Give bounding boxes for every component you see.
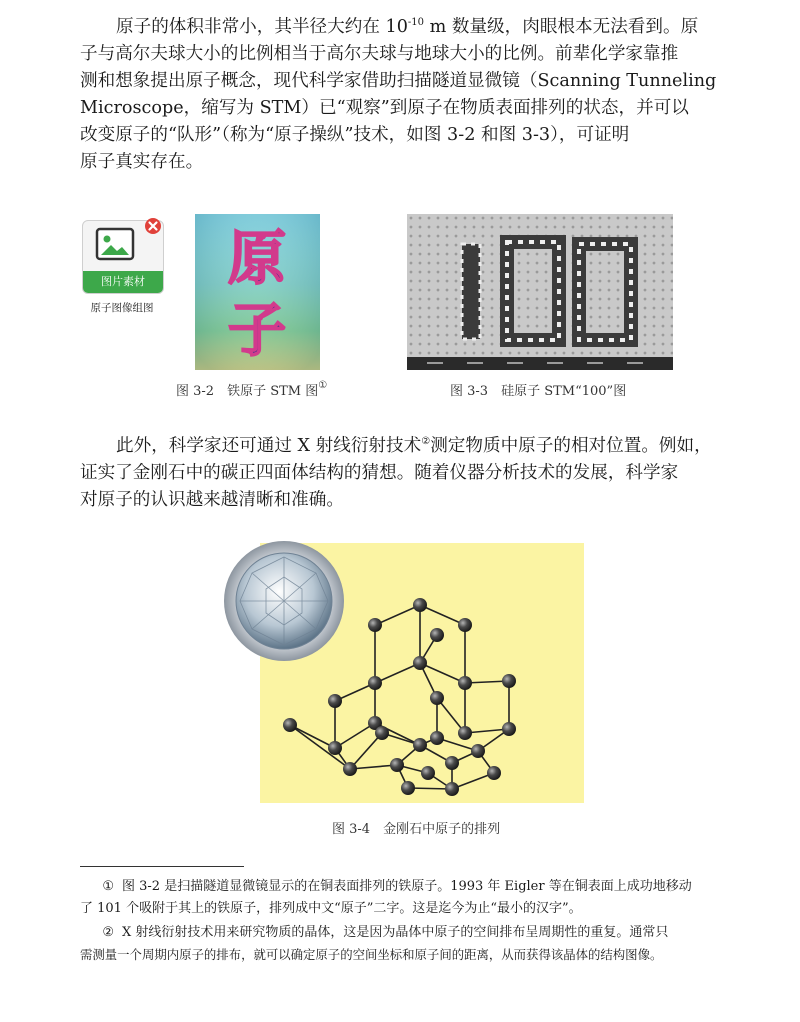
- intro-paragraph: [80, 14, 740, 176]
- paragraph-line: 证实了金刚石中的碳正四面体结构的猜想。随着仪器分析技术的发展，科学家: [80, 463, 679, 483]
- picture-material-name: 原子图像组图: [90, 302, 154, 314]
- figure-3-2-caption: 图 3-2 铁原子 STM 图①: [176, 380, 328, 399]
- paragraph-line: 改变原子的“队形”（称为“原子操纵”技术，如图 3-2 和图 3-3），可证明: [80, 125, 630, 145]
- paragraph-line: Microscope，缩写为 STM）已“观察”到原子在物质表面排列的状态，并可以: [80, 98, 689, 118]
- paragraph-line: 原子真实存在。: [80, 152, 204, 172]
- paragraph-line: 子与高尔夫球大小的比例相当于高尔夫球与地球大小的比例。前辈化学家靠推: [80, 44, 679, 64]
- figure-3-4-caption: 图 3-4 金刚石中原子的排列: [332, 822, 501, 837]
- footnote-line: ② X 射线衍射技术用来研究物质的晶体，这是因为晶体中原子的空间排布呈周期性的重复。通常只: [80, 922, 740, 944]
- picture-material-label: 图片素材: [83, 271, 163, 293]
- footnote-line: 需测量一个周期内原子的排布，就可以确定原子的空间坐标和原子间的距离，从而获得该晶体的结构图像。: [80, 947, 663, 962]
- footnote-2: [80, 922, 740, 966]
- silicon-atom-stm-image: [407, 214, 673, 370]
- xray-paragraph: [80, 433, 740, 514]
- paragraph-line: 测和想象提出原子概念，现代科学家借助扫描隧道显微镜（Scanning Tunneling: [80, 71, 717, 91]
- iron-atom-stm-image: [195, 214, 320, 370]
- footnote-line: 了 101 个吸附于其上的铁原子，排列成中文“原子”二字。这是迄今为止“最小的汉字”。: [80, 901, 582, 916]
- paragraph-line: 原子的体积非常小，其半径大约在 $10^{-10}$ m 数量级，肉眼根本无法看到。原: [116, 17, 699, 37]
- footnote-divider: [80, 866, 244, 867]
- stm-char-zi: 子: [227, 296, 287, 364]
- footnote-ref: ①: [318, 380, 328, 391]
- footnote-marker: ①: [102, 879, 114, 894]
- footnote-1: [80, 876, 740, 920]
- figure-3-3-caption: 图 3-3 硅原子 STM“100”图: [450, 384, 627, 399]
- paragraph-line: 对原子的认识越来越清晰和准确。: [80, 490, 344, 510]
- footnote-marker: ②: [102, 925, 114, 940]
- exponent: -10: [407, 17, 424, 28]
- close-icon[interactable]: [144, 217, 162, 235]
- footnote-ref: ②: [421, 436, 431, 447]
- paragraph-line: 此外，科学家还可通过 X 射线衍射技术②测定物质中原子的相对位置。例如，: [116, 436, 712, 456]
- stm-char-yuan: 原: [227, 224, 287, 292]
- footnote-line: ① 图 3-2 是扫描隧道显微镜显示的在铜表面排列的铁原子。1993 年 Eigler 等在铜表面上成功地移动: [80, 876, 740, 898]
- diamond-lattice-figure: [212, 533, 592, 805]
